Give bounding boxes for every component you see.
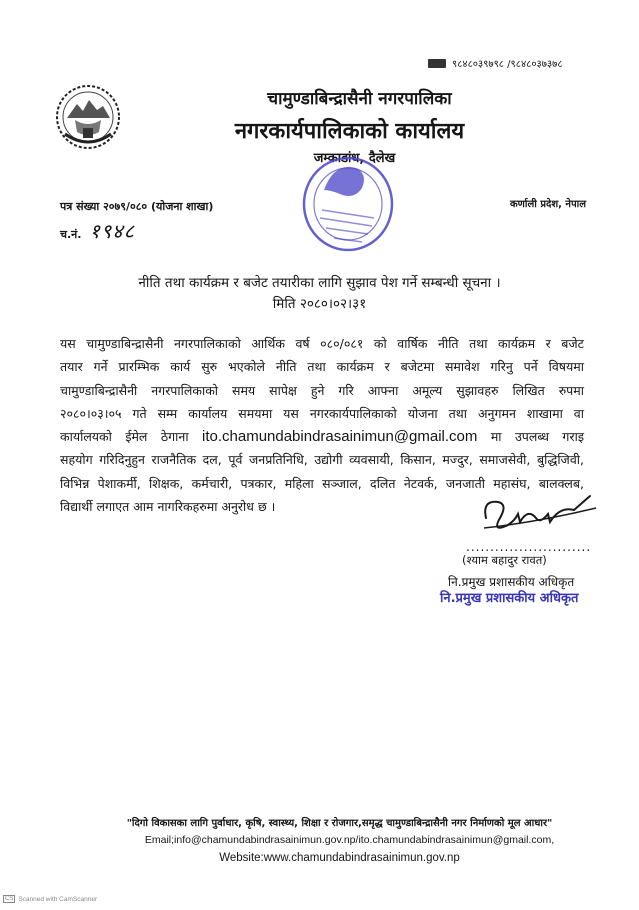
signatory-designation: नि.प्रमुख प्रशासकीय अधिकृत [448,575,575,589]
signature-icon [478,488,598,538]
notice-date: मिति २०८०।०२।३१ [272,296,367,312]
footer-website: Website:www.chamundabindrasainimun.gov.np [219,852,460,864]
body-line: २०८०।०३।०५ गते सम्म कार्यालय समयमा यस नगरकार्यपालिकाको योजना तथा अनुगमन शाखामा वा [60,405,584,421]
scanner-text: Scanned with CamScanner [18,895,98,903]
body-line: विभिन्न पेशाकर्मी, शिक्षक, कर्मचारी, पत्रकार, महिला सञ्जाल, दलित नेटवर्क, जनजाती महासंघ, बालक्लब, [60,475,584,491]
dispatch-number-value: १९४८ [89,219,136,243]
scanner-watermark [3,895,97,903]
signature-line: .......................... [466,540,592,554]
body-line: तयार गर्ने प्रारम्भिक कार्य सुरु भएकोले नीति तथा कार्यक्रम र बजेटमा समावेश गरिनु पर्ने विषयमा [60,359,584,375]
body-line: चामुण्डाबिन्द्रासैनी नगरपालिकाको समय सापेक्ष हुने गरि आफ्ना अमूल्य सुझावहरु लिखित रुपमा [60,382,584,398]
body-line: विद्यार्थी लगाएत आम नागरिकहरुमा अनुरोध छ । [60,499,276,515]
email-trailing: मा उपलब्ध गराइ [490,429,584,445]
dispatch-number [60,217,135,244]
body-line: यस चामुण्डाबिन्द्रासैनी नगरपालिकाको आर्थिक वर्ष ०८०/०८१ को वार्षिक नीति तथा कार्यक्रम र बजेट [60,336,584,351]
office-address: जम्काडांध, दैलेख [313,151,396,166]
office-stamp-icon [300,152,396,256]
body-line-email [60,425,584,448]
signatory-name: (श्याम बहादुर रावत) [462,553,547,567]
office-name: नगरकार्यपालिकाको कार्यालय [234,119,465,144]
phone-icon [428,59,446,68]
footer-email: Email;info@chamundabindrasainimun.gov.np/ito.chamundabindrasainimun@gmail.com, [144,834,555,846]
camscanner-icon: CS [5,896,14,902]
dispatch-label: च.नं. [60,228,82,241]
designation-stamp: नि.प्रमुख प्रशासकीय अधिकृत [440,591,579,606]
footer-motto: "दिगो विकासका लागि पुर्वाधार, कृषि, स्वास्थ्य, शिक्षा र रोजगार,समृद्ध चामुण्डाबिन्द्रासैनी नगर निर्माणको मूल आधार" [126,818,553,829]
notice-email: ito.chamundabindrasainimun@gmail.com [202,428,478,446]
province-name: कर्णाली प्रदेश, नेपाल [510,199,587,210]
phone-number-text: ९८४८०३९७९८ /९८४८०३७३७८ [452,59,563,70]
notice-title: नीति तथा कार्यक्रम र बजेट तयारीका लागि सुझाव पेश गर्ने सम्बन्धी सूचना । [138,275,501,291]
phone-number [428,56,563,70]
email-label: कार्यालयको ईमेल ठेगाना [60,429,189,445]
org-name: चामुण्डाबिन्द्रासैनी नगरपालिका [267,89,452,109]
reference-number: पत्र संख्या २०७९/०८० (योजना शाखा) [60,200,214,213]
body-line: सहयोग गरिदिनुहुन राजनैतिक दल, पूर्व जनप्रतिनिधि, उद्योगी व्यवसायी, किसान, मज्दुर, समाजसेवी, बुद्धिजिवी, [60,452,584,468]
